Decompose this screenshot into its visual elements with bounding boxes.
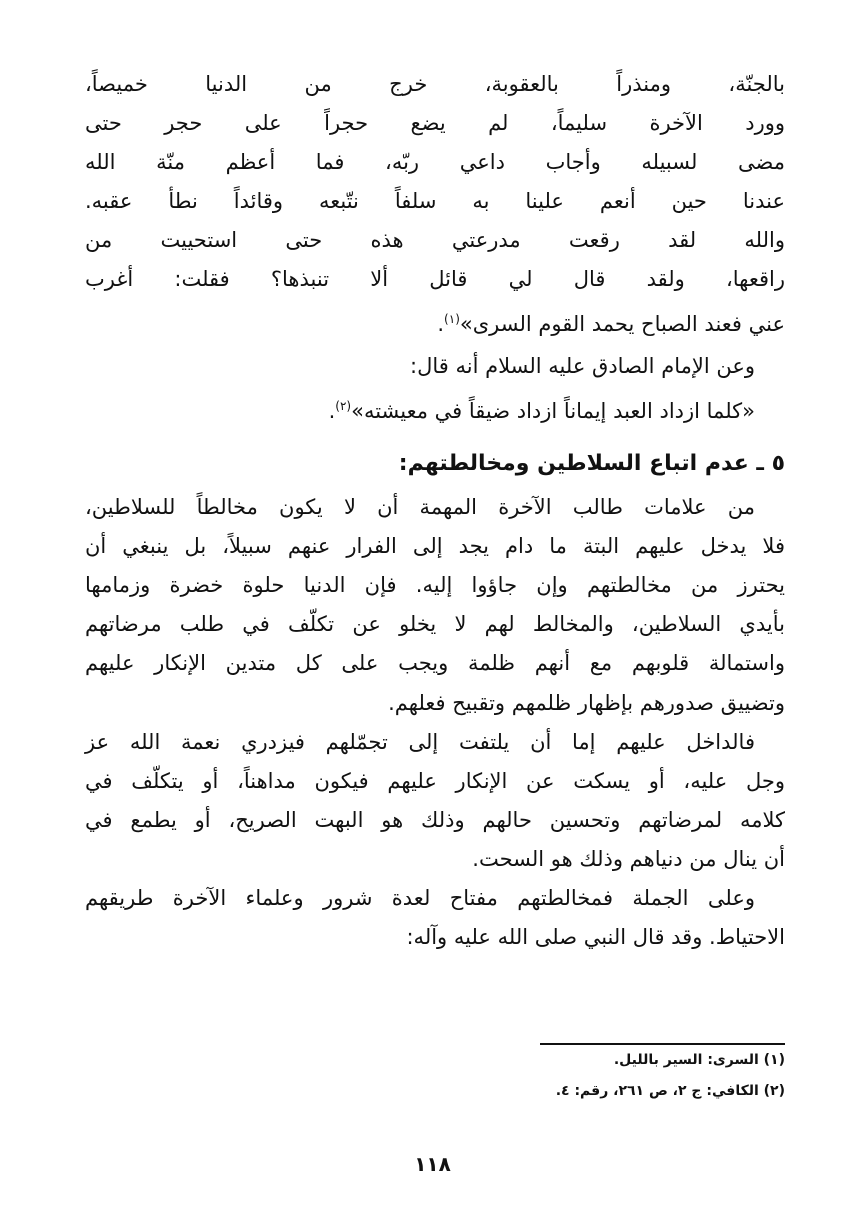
footnote-1: (١) السرى: السير بالليل. bbox=[613, 1052, 785, 1068]
text-line: وورد الآخرة سليماً، لم يضع حجراً على حجر حتى bbox=[85, 111, 785, 135]
text-line: يحترز من مخالطتهم وإن جاؤوا إليه. فإن الدنيا حلوة خضرة وزمامها bbox=[85, 573, 785, 597]
footnote-ref: (١) bbox=[444, 312, 460, 326]
text-line: فلا يدخل عليهم البتة ما دام يجد إلى الفرار عنهم سبيلاً، بل ينبغي أن bbox=[85, 534, 785, 558]
footnote-ref: (٢) bbox=[335, 399, 352, 413]
text-line: مضى لسبيله وأجاب داعي ربّه، فما أعظم منّة الله bbox=[85, 150, 785, 174]
text-line: عندنا حين أنعم علينا به سلفاً نتّبعه وقائداً نطأ عقبه. bbox=[85, 189, 785, 213]
text-line: من علامات طالب الآخرة المهمة أن لا يكون مخالطاً للسلاطين، bbox=[85, 495, 755, 519]
quote-text: «كلما ازداد العبد إيماناً ازداد ضيقاً في معيشته» bbox=[351, 399, 755, 423]
text-line: بأيدي السلاطين، والمخالط لهم لا يخلو عن تكلّف في طلب مرضاتهم bbox=[85, 612, 785, 636]
text-line: فالداخل عليهم إما أن يلتفت إلى تجمّلهم فيزدري نعمة الله عز bbox=[85, 730, 755, 754]
quote-intro: وعن الإمام الصادق عليه السلام أنه قال: bbox=[410, 354, 755, 378]
quote: «كلما ازداد العبد إيماناً ازداد ضيقاً في معيشته»$^{(٢)}$. bbox=[328, 399, 755, 423]
text-line: وجل عليه، أو يسكت عن الإنكار عليهم فيكون مداهناً، أو يتكلّف في bbox=[85, 769, 785, 793]
text-line: راقعها، ولقد قال لي قائل ألا تنبذها؟ فقلت: أغرب bbox=[85, 267, 785, 291]
footnote-divider bbox=[540, 1043, 785, 1045]
text-line: والله لقد رقعت مدرعتي هذه حتى استحييت من bbox=[85, 228, 785, 252]
page-number: ١١٨ bbox=[414, 1152, 451, 1176]
text-span: عني فعند الصباح يحمد القوم السرى» bbox=[459, 312, 785, 336]
text-line: كلامه لمرضاتهم وتحسين حالهم وذلك هو البهت الصريح، أو يطمع في bbox=[85, 808, 785, 832]
text-line: أن ينال من دنياهم وذلك هو السحت. bbox=[472, 847, 785, 871]
section-heading: ٥ ـ عدم اتباع السلاطين ومخالطتهم: bbox=[398, 451, 785, 476]
text-line: بالجنّة، ومنذراً بالعقوبة، خرج من الدنيا خميصاً، bbox=[85, 72, 785, 96]
text-line: الاحتياط. وقد قال النبي صلى الله عليه وآله: bbox=[406, 925, 785, 949]
text-line: وعلى الجملة فمخالطتهم مفتاح لعدة شرور وعلماء الآخرة طريقهم bbox=[85, 886, 755, 910]
text-line: عني فعند الصباح يحمد القوم السرى»$^{(١)}$. bbox=[437, 312, 785, 336]
text-line: وتضييق صدورهم بإظهار ظلمهم وتقبيح فعلهم. bbox=[388, 691, 785, 715]
footnote-2: (٢) الكافي: ج ٢، ص ٢٦١، رقم: ٤. bbox=[555, 1083, 785, 1099]
text-line: واستمالة قلوبهم مع أنهم ظلمة ويجب على كل متدين الإنكار عليهم bbox=[85, 651, 785, 675]
